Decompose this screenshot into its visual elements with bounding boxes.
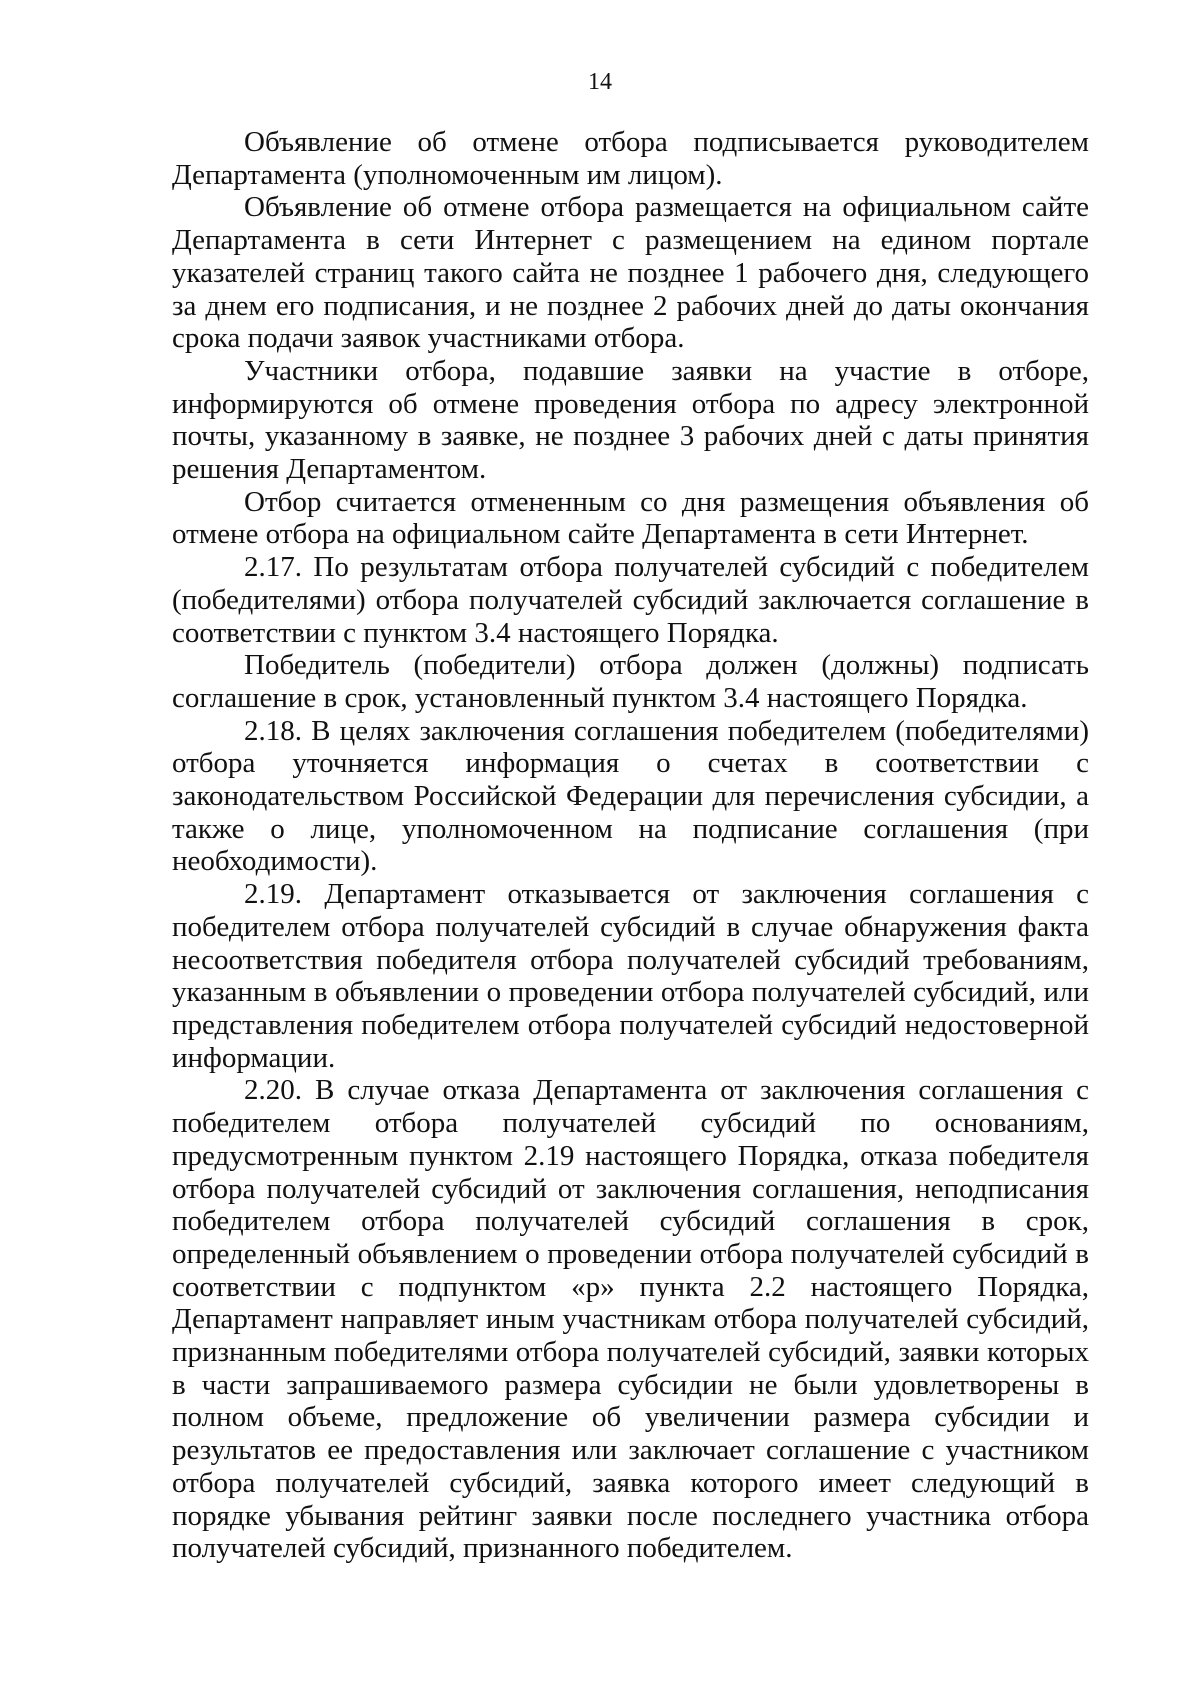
paragraph-participants-notification: Участники отбора, подавшие заявки на участие в отборе, информируются об отмене проведения отбора по адресу электронной почты, указанному в заявке, не позднее 3 рабочих дней с даты принятия решения Департаментом. — [172, 354, 1089, 486]
paragraph-announcement-publication: Объявление об отмене отбора размещается на официальном сайте Департамента в сети Интернет с размещением на едином портале указателей страниц такого сайта не позднее 1 рабочего дня, следующего за днем его подписания, и не позднее 2 рабочих дней до даты окончания срока подачи заявок участниками отбора. — [172, 191, 1089, 355]
paragraph-cancellation-effective: Отбор считается отмененным со дня размещения объявления об отмене отбора на официальном сайте Департамента в сети Интернет. — [172, 485, 1089, 551]
paragraph-2-17: 2.17. По результатам отбора получателей субсидий с победителем (победителями) отбора получателей субсидий заключается соглашение в соответствии с пунктом 3.4 настоящего Порядка. — [172, 551, 1089, 649]
paragraph-announcement-signing: Объявление об отмене отбора подписывается руководителем Департамента (уполномоченным им лицом). — [172, 126, 1089, 191]
paragraph-2-18: 2.18. В целях заключения соглашения победителем (победителями) отбора уточняется информация о счетах в соответствии с законодательством Российской Федерации для перечисления субсидии, а также о лице, уполномоченном на подписание соглашения (при необходимости). — [172, 714, 1089, 878]
page-number: 14 — [588, 69, 612, 95]
paragraph-winner-signing: Победитель (победители) отбора должен (должны) подписать соглашение в срок, установленный пунктом 3.4 настоящего Порядка. — [172, 649, 1089, 714]
paragraph-2-20: 2.20. В случае отказа Департамента от заключения соглашения с победителем отбора получателей субсидий по основаниям, предусмотренным пунктом 2.19 настоящего Порядка, отказа победителя отбора получателей субсидий от заключения соглашения, неподписания победителем отбора получателей субсидий соглашения в срок, определенный объявлением о проведении отбора получателей субсидий в соответствии с подпунктом «р» пункта 2.2 настоящего Порядка, Департамент направляет иным участникам отбора получателей субсидий, признанным победителями отбора получателей субсидий, заявки которых в части запрашиваемого размера субсидии не были удовлетворены в полном объеме, предложение об увеличении размера субсидии и результатов ее предоставления или заключает соглашение с участником отбора получателей субсидий, заявка которого имеет следующий в порядке убывания рейтинг заявки после последнего участника отбора получателей субсидий, признанного победителем. — [172, 1074, 1089, 1565]
document-body — [172, 126, 1089, 1565]
paragraph-2-19: 2.19. Департамент отказывается от заключения соглашения с победителем отбора получателей субсидий в случае обнаружения факта несоответствия победителя отбора получателей субсидий требованиям, указанным в объявлении о проведении отбора получателей субсидий, или представления победителем отбора получателей субсидий недостоверной информации. — [172, 878, 1089, 1074]
